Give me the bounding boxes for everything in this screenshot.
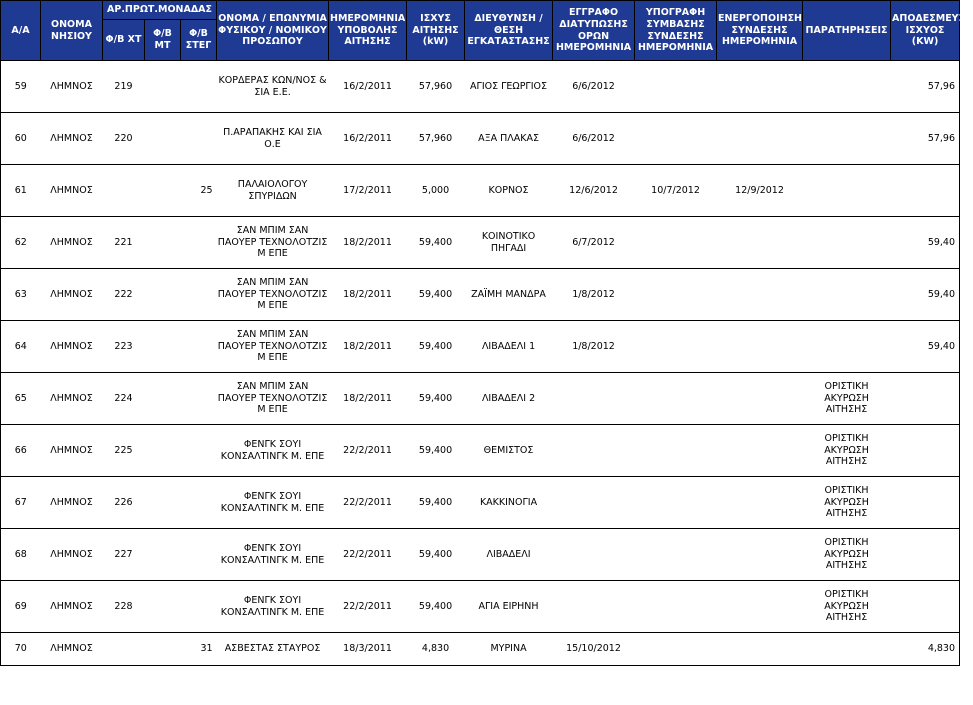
header-row: [1, 1, 960, 20]
name-cell: ΚΟΡΔΕΡΑΣ ΚΩΝ/ΝΟΣ & ΣΙΑ Ε.Ε.: [217, 61, 329, 113]
contract-date-cell: [635, 477, 717, 529]
remarks-cell: [803, 321, 891, 373]
remarks-cell: ΟΡΙΣΤΙΚΗ ΑΚΥΡΩΣΗ ΑΙΤΗΣΗΣ: [803, 529, 891, 581]
activation-date-cell: [717, 373, 803, 425]
location-cell: ΚΑΚΚΙΝΟΓΙΑ: [465, 477, 553, 529]
submit-date-cell: 18/2/2011: [329, 217, 407, 269]
fb-steg-cell: [181, 477, 217, 529]
location-cell: ΑΞΑ ΠΛΑΚΑΣ: [465, 113, 553, 165]
submit-date-cell: 18/3/2011: [329, 633, 407, 666]
submit-date-cell: 18/2/2011: [329, 269, 407, 321]
island-cell: ΛΗΜΝΟΣ: [41, 581, 103, 633]
fb-steg-cell: [181, 425, 217, 477]
fb-xt-cell: 221: [103, 217, 145, 269]
activation-date-cell: [717, 529, 803, 581]
row-index: 63: [1, 269, 41, 321]
location-cell: ΛΙΒΑΔΕΛΙ 2: [465, 373, 553, 425]
fb-xt-cell: [103, 165, 145, 217]
fb-mt-cell: [145, 61, 181, 113]
power-cell: 59,400: [407, 373, 465, 425]
terms-date-cell: [553, 425, 635, 477]
released-power-cell: 57,96: [891, 113, 960, 165]
terms-date-cell: 12/6/2012: [553, 165, 635, 217]
fb-mt-cell: [145, 529, 181, 581]
activation-date-cell: [717, 633, 803, 666]
remarks-cell: [803, 269, 891, 321]
power-cell: 59,400: [407, 581, 465, 633]
fb-steg-cell: [181, 269, 217, 321]
island-cell: ΛΗΜΝΟΣ: [41, 425, 103, 477]
submit-date-cell: 22/2/2011: [329, 529, 407, 581]
fb-mt-cell: [145, 633, 181, 666]
fb-mt-cell: [145, 269, 181, 321]
col-island: ΟΝΟΜΑ ΝΗΣΙΟΥ: [41, 1, 103, 61]
remarks-cell: ΟΡΙΣΤΙΚΗ ΑΚΥΡΩΣΗ ΑΙΤΗΣΗΣ: [803, 425, 891, 477]
name-cell: ΣΑΝ ΜΠΙΜ ΣΑΝ ΠΑΟΥΕΡ ΤΕΧΝΟΛΟΤΖΙΣ Μ ΕΠΕ: [217, 321, 329, 373]
power-cell: 59,400: [407, 477, 465, 529]
col-remarks: ΠΑΡΑΤΗΡΗΣΕΙΣ: [803, 1, 891, 61]
fb-xt-cell: 222: [103, 269, 145, 321]
submit-date-cell: 18/2/2011: [329, 373, 407, 425]
name-cell: ΑΣΒΕΣΤΑΣ ΣΤΑΥΡΟΣ: [217, 633, 329, 666]
contract-date-cell: [635, 529, 717, 581]
fb-steg-cell: 31: [181, 633, 217, 666]
contract-date-cell: [635, 269, 717, 321]
released-power-cell: 59,40: [891, 217, 960, 269]
terms-date-cell: 1/8/2012: [553, 321, 635, 373]
fb-xt-cell: 225: [103, 425, 145, 477]
submit-date-cell: 18/2/2011: [329, 321, 407, 373]
location-cell: ΛΙΒΑΔΕΛΙ 1: [465, 321, 553, 373]
fb-mt-cell: [145, 373, 181, 425]
island-cell: ΛΗΜΝΟΣ: [41, 477, 103, 529]
released-power-cell: [891, 373, 960, 425]
contract-date-cell: [635, 581, 717, 633]
released-power-cell: [891, 529, 960, 581]
released-power-cell: 4,830: [891, 633, 960, 666]
col-name: ΟΝΟΜΑ / ΕΠΩΝΥΜΙΑ ΦΥΣΙΚΟΥ / ΝΟΜΙΚΟΥ ΠΡΟΣΩΠΟΥ: [217, 1, 329, 61]
submit-date-cell: 16/2/2011: [329, 113, 407, 165]
contract-date-cell: [635, 321, 717, 373]
table-row: [1, 581, 960, 633]
location-cell: ΑΓΙΑ ΕΙΡΗΝΗ: [465, 581, 553, 633]
terms-date-cell: [553, 529, 635, 581]
table-row: [1, 477, 960, 529]
fb-xt-cell: 226: [103, 477, 145, 529]
fb-mt-cell: [145, 477, 181, 529]
col-location: ΔΙΕΥΘΥΝΣΗ / ΘΕΣΗ ΕΓΚΑΤΑΣΤΑΣΗΣ: [465, 1, 553, 61]
submit-date-cell: 22/2/2011: [329, 581, 407, 633]
col-submit-date: ΗΜΕΡΟΜΗΝΙΑ ΥΠΟΒΟΛΗΣ ΑΙΤΗΣΗΣ: [329, 1, 407, 61]
row-index: 65: [1, 373, 41, 425]
terms-date-cell: 6/7/2012: [553, 217, 635, 269]
row-index: 62: [1, 217, 41, 269]
location-cell: ΘΕΜΙΣΤΟΣ: [465, 425, 553, 477]
released-power-cell: [891, 477, 960, 529]
submit-date-cell: 22/2/2011: [329, 477, 407, 529]
power-cell: 57,960: [407, 113, 465, 165]
power-cell: 59,400: [407, 529, 465, 581]
activation-date-cell: [717, 269, 803, 321]
activation-date-cell: [717, 477, 803, 529]
location-cell: ΛΙΒΑΔΕΛΙ: [465, 529, 553, 581]
fb-xt-cell: 224: [103, 373, 145, 425]
terms-date-cell: [553, 477, 635, 529]
fb-mt-cell: [145, 113, 181, 165]
fb-mt-cell: [145, 217, 181, 269]
col-terms-date: ΕΓΓΡΑΦΟ ΔΙΑΤΥΠΩΣΗΣ ΟΡΩΝ ΗΜΕΡΟΜΗΝΙΑ: [553, 1, 635, 61]
terms-date-cell: 15/10/2012: [553, 633, 635, 666]
island-cell: ΛΗΜΝΟΣ: [41, 269, 103, 321]
row-index: 68: [1, 529, 41, 581]
remarks-cell: [803, 113, 891, 165]
activation-date-cell: [717, 321, 803, 373]
row-index: 64: [1, 321, 41, 373]
released-power-cell: 59,40: [891, 321, 960, 373]
name-cell: ΦΕΝΓΚ ΣΟΥΙ ΚΟΝΣΑΛΤΙΝΓΚ Μ. ΕΠΕ: [217, 425, 329, 477]
island-cell: ΛΗΜΝΟΣ: [41, 217, 103, 269]
table-row: [1, 61, 960, 113]
col-activation-date: ΕΝΕΡΓΟΠΟΙΗΣΗ ΣΥΝΔΕΣΗΣ ΗΜΕΡΟΜΗΝΙΑ: [717, 1, 803, 61]
table-row: [1, 269, 960, 321]
location-cell: ΖΑΪΜΗ ΜΑΝΔΡΑ: [465, 269, 553, 321]
fb-steg-cell: [181, 217, 217, 269]
table-row: [1, 217, 960, 269]
island-cell: ΛΗΜΝΟΣ: [41, 633, 103, 666]
fb-steg-cell: [181, 581, 217, 633]
island-cell: ΛΗΜΝΟΣ: [41, 529, 103, 581]
fb-mt-cell: [145, 425, 181, 477]
contract-date-cell: [635, 633, 717, 666]
submit-date-cell: 17/2/2011: [329, 165, 407, 217]
col-aa: Α/Α: [1, 1, 41, 61]
contract-date-cell: [635, 113, 717, 165]
table-body: [1, 61, 960, 666]
remarks-cell: ΟΡΙΣΤΙΚΗ ΑΚΥΡΩΣΗ ΑΙΤΗΣΗΣ: [803, 373, 891, 425]
table-row: [1, 165, 960, 217]
fb-steg-cell: [181, 529, 217, 581]
power-cell: 57,960: [407, 61, 465, 113]
power-cell: 59,400: [407, 269, 465, 321]
remarks-cell: [803, 217, 891, 269]
island-cell: ΛΗΜΝΟΣ: [41, 61, 103, 113]
remarks-cell: [803, 165, 891, 217]
col-released-power: ΑΠΟΔΕΣΜΕΥΣΗ ΙΣΧΥΟΣ (KW): [891, 1, 960, 61]
terms-date-cell: [553, 581, 635, 633]
island-cell: ΛΗΜΝΟΣ: [41, 113, 103, 165]
row-index: 67: [1, 477, 41, 529]
power-cell: 59,400: [407, 425, 465, 477]
terms-date-cell: [553, 373, 635, 425]
fb-steg-cell: [181, 373, 217, 425]
released-power-cell: [891, 425, 960, 477]
fb-xt-cell: 227: [103, 529, 145, 581]
row-index: 70: [1, 633, 41, 666]
name-cell: ΣΑΝ ΜΠΙΜ ΣΑΝ ΠΑΟΥΕΡ ΤΕΧΝΟΛΟΤΖΙΣ Μ ΕΠΕ: [217, 269, 329, 321]
table-row: [1, 633, 960, 666]
remarks-cell: ΟΡΙΣΤΙΚΗ ΑΚΥΡΩΣΗ ΑΙΤΗΣΗΣ: [803, 477, 891, 529]
power-cell: 5,000: [407, 165, 465, 217]
name-cell: ΦΕΝΓΚ ΣΟΥΙ ΚΟΝΣΑΛΤΙΝΓΚ Μ. ΕΠΕ: [217, 581, 329, 633]
island-cell: ΛΗΜΝΟΣ: [41, 321, 103, 373]
terms-date-cell: 6/6/2012: [553, 61, 635, 113]
released-power-cell: [891, 581, 960, 633]
name-cell: ΣΑΝ ΜΠΙΜ ΣΑΝ ΠΑΟΥΕΡ ΤΕΧΝΟΛΟΤΖΙΣ Μ ΕΠΕ: [217, 217, 329, 269]
col-fb-steg: Φ/Β ΣΤΕΓ: [181, 20, 217, 61]
row-index: 61: [1, 165, 41, 217]
location-cell: ΑΓΙΟΣ ΓΕΩΡΓΙΟΣ: [465, 61, 553, 113]
col-group-protocol: ΑΡ.ΠΡΩΤ.ΜΟΝΑΔΑΣ: [103, 1, 217, 20]
fb-xt-cell: [103, 633, 145, 666]
activation-date-cell: [717, 217, 803, 269]
table-row: [1, 113, 960, 165]
fb-steg-cell: [181, 113, 217, 165]
contract-date-cell: [635, 217, 717, 269]
power-cell: 59,400: [407, 217, 465, 269]
name-cell: ΦΕΝΓΚ ΣΟΥΙ ΚΟΝΣΑΛΤΙΝΓΚ Μ. ΕΠΕ: [217, 529, 329, 581]
contract-date-cell: [635, 373, 717, 425]
submit-date-cell: 16/2/2011: [329, 61, 407, 113]
released-power-cell: [891, 165, 960, 217]
col-contract-date: ΥΠΟΓΡΑΦΗ ΣΥΜΒΑΣΗΣ ΣΥΝΔΕΣΗΣ ΗΜΕΡΟΜΗΝΙΑ: [635, 1, 717, 61]
name-cell: ΠΑΛΑΙΟΛΟΓΟΥ ΣΠΥΡΙΔΩΝ: [217, 165, 329, 217]
fb-xt-cell: 223: [103, 321, 145, 373]
activation-date-cell: [717, 61, 803, 113]
island-cell: ΛΗΜΝΟΣ: [41, 165, 103, 217]
table-row: [1, 529, 960, 581]
contract-date-cell: [635, 61, 717, 113]
fb-xt-cell: 219: [103, 61, 145, 113]
released-power-cell: 57,96: [891, 61, 960, 113]
activation-date-cell: [717, 113, 803, 165]
row-index: 69: [1, 581, 41, 633]
row-index: 60: [1, 113, 41, 165]
terms-date-cell: 1/8/2012: [553, 269, 635, 321]
remarks-cell: [803, 633, 891, 666]
fb-steg-cell: 25: [181, 165, 217, 217]
location-cell: ΚΟΙΝΟΤΙΚΟ ΠΗΓΑΔΙ: [465, 217, 553, 269]
fb-xt-cell: 228: [103, 581, 145, 633]
remarks-cell: [803, 61, 891, 113]
submit-date-cell: 22/2/2011: [329, 425, 407, 477]
row-index: 66: [1, 425, 41, 477]
fb-steg-cell: [181, 61, 217, 113]
table-row: [1, 425, 960, 477]
remarks-cell: ΟΡΙΣΤΙΚΗ ΑΚΥΡΩΣΗ ΑΙΤΗΣΗΣ: [803, 581, 891, 633]
col-fb-mt: Φ/Β ΜΤ: [145, 20, 181, 61]
name-cell: ΦΕΝΓΚ ΣΟΥΙ ΚΟΝΣΑΛΤΙΝΓΚ Μ. ΕΠΕ: [217, 477, 329, 529]
fb-xt-cell: 220: [103, 113, 145, 165]
fb-mt-cell: [145, 165, 181, 217]
table-row: [1, 321, 960, 373]
col-fb-xt: Φ/Β ΧΤ: [103, 20, 145, 61]
contract-date-cell: 10/7/2012: [635, 165, 717, 217]
fb-steg-cell: [181, 321, 217, 373]
name-cell: Π.ΑΡΑΠΑΚΗΣ ΚΑΙ ΣΙΑ Ο.Ε: [217, 113, 329, 165]
fb-mt-cell: [145, 321, 181, 373]
fb-mt-cell: [145, 581, 181, 633]
contract-date-cell: [635, 425, 717, 477]
power-cell: 4,830: [407, 633, 465, 666]
power-cell: 59,400: [407, 321, 465, 373]
activation-date-cell: [717, 581, 803, 633]
island-cell: ΛΗΜΝΟΣ: [41, 373, 103, 425]
col-power: ΙΣΧΥΣ ΑΙΤΗΣΗΣ (kW): [407, 1, 465, 61]
released-power-cell: 59,40: [891, 269, 960, 321]
name-cell: ΣΑΝ ΜΠΙΜ ΣΑΝ ΠΑΟΥΕΡ ΤΕΧΝΟΛΟΤΖΙΣ Μ ΕΠΕ: [217, 373, 329, 425]
activation-date-cell: [717, 425, 803, 477]
location-cell: ΚΟΡΝΟΣ: [465, 165, 553, 217]
activation-date-cell: 12/9/2012: [717, 165, 803, 217]
row-index: 59: [1, 61, 41, 113]
table-row: [1, 373, 960, 425]
location-cell: ΜΥΡΙΝΑ: [465, 633, 553, 666]
terms-date-cell: 6/6/2012: [553, 113, 635, 165]
